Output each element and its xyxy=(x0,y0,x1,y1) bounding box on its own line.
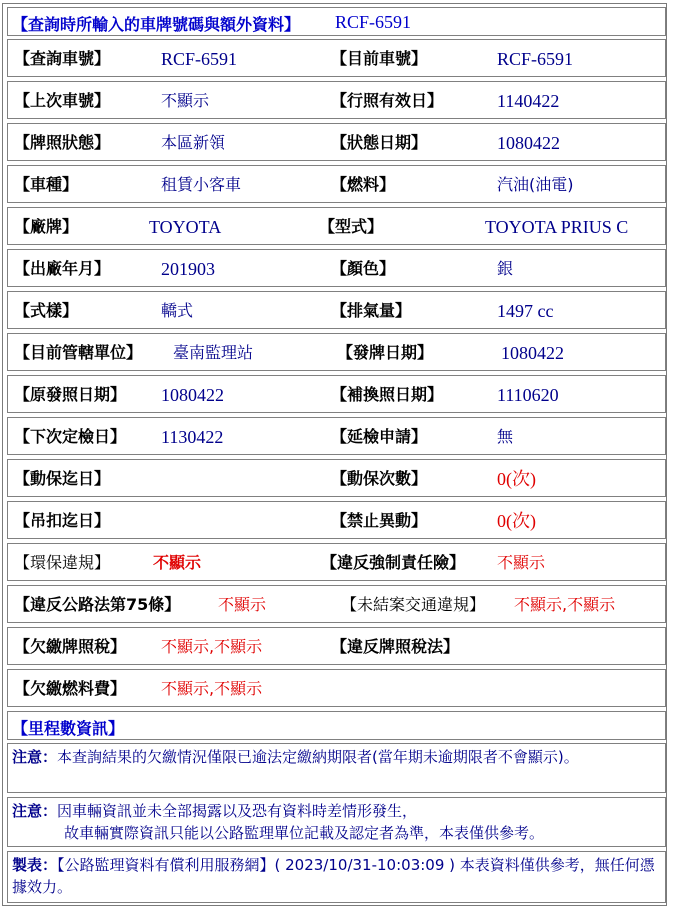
label-replacement-date: 【補換照日期】 xyxy=(331,385,444,404)
value-environmental-violation: 不顯示 xyxy=(153,553,202,572)
query-title: 【查詢時所輸入的車牌號碼與額外資料】 xyxy=(12,15,301,34)
label-open-traffic-violations: 【未結案交通違規】 xyxy=(341,595,486,614)
query-title-row xyxy=(7,7,666,36)
row-plate xyxy=(7,39,666,77)
value-transfer-ban: 0(次) xyxy=(497,511,536,531)
label-brand: 【廠牌】 xyxy=(14,217,79,236)
value-color: 銀 xyxy=(497,259,514,278)
value-inspection-extension: 無 xyxy=(497,427,514,446)
value-unpaid-fuel-fee: 不顯示,不顯示 xyxy=(161,679,263,698)
label-current-plate: 【目前車號】 xyxy=(331,49,428,68)
value-replacement-date: 1110620 xyxy=(497,385,559,405)
label-inspection-extension: 【延檢申請】 xyxy=(331,427,428,446)
value-manufacture-date: 201903 xyxy=(161,259,215,279)
value-previous-plate: 不顯示 xyxy=(161,91,210,110)
note2-line1: 因車輛資訊並未全部揭露以及恐有資料時差情形發生， xyxy=(57,802,418,820)
note1 xyxy=(12,746,661,768)
row-original-license-date xyxy=(7,375,666,413)
label-jurisdiction: 【目前管轄單位】 xyxy=(14,343,143,362)
footer-note xyxy=(12,854,661,898)
value-query-plate: RCF-6591 xyxy=(161,49,238,69)
label-license-valid-date: 【行照有效日】 xyxy=(331,91,444,110)
value-fuel: 汽油(油電) xyxy=(497,175,574,194)
note2-line2: 故車輛實際資訊只能以公路監理單位記載及認定者為準，本表僅供參考。 xyxy=(64,824,545,842)
note2-row xyxy=(7,797,666,847)
row-environmental xyxy=(7,543,666,581)
value-displacement: 1497 cc xyxy=(497,301,554,321)
note1-text: 本查詢結果的欠繳情況僅限已逾法定繳納期限者(當年期未逾期限者不會顯示)。 xyxy=(57,748,579,766)
value-brand: TOYOTA xyxy=(149,217,222,237)
value-status-date: 1080422 xyxy=(497,133,560,153)
label-original-license-date: 【原發照日期】 xyxy=(14,385,127,404)
row-chattel-mortgage xyxy=(7,459,666,497)
row-license-tax xyxy=(7,627,666,665)
value-model: TOYOTA PRIUS C xyxy=(485,217,629,237)
label-chattel-count: 【動保次數】 xyxy=(331,469,428,488)
note1-row xyxy=(7,743,666,793)
footer-row xyxy=(7,851,666,903)
note2 xyxy=(12,800,661,844)
label-status-date: 【狀態日期】 xyxy=(331,133,428,152)
row-vehicle-type xyxy=(7,165,666,203)
label-highway-act-violation: 【違反公路法第75條】 xyxy=(14,595,181,614)
row-brand xyxy=(7,207,666,245)
note1-label: 注意： xyxy=(12,748,58,766)
footer-label: 製表： xyxy=(12,856,58,874)
query-plate: RCF-6591 xyxy=(335,12,412,32)
footer-text: 【公路監理資料有償利用服務網】( 2023/10/31-10:03:09 ) 本表資料僅供參考，無任何憑據效力。 xyxy=(12,856,655,896)
row-fuel-fee xyxy=(7,669,666,707)
value-plate-status: 本區新領 xyxy=(161,133,226,152)
value-insurance-violation: 不顯示 xyxy=(497,553,546,572)
label-next-inspection: 【下次定檢日】 xyxy=(14,427,127,446)
label-environmental-violation: 【環保違規】 xyxy=(14,553,111,572)
label-chattel-end-date: 【動保迄日】 xyxy=(14,469,111,488)
value-highway-act-violation: 不顯示 xyxy=(218,595,267,614)
value-jurisdiction: 臺南監理站 xyxy=(173,343,254,362)
label-suspension-end-date: 【吊扣迄日】 xyxy=(14,511,111,530)
value-license-valid-date: 1140422 xyxy=(497,91,560,111)
label-query-plate: 【查詢車號】 xyxy=(14,49,111,68)
label-fuel: 【燃料】 xyxy=(331,175,396,194)
label-color: 【顏色】 xyxy=(331,259,396,278)
note2-label: 注意： xyxy=(12,802,58,820)
row-highway-act xyxy=(7,585,666,623)
value-body-style: 轎式 xyxy=(161,301,194,320)
value-unpaid-license-tax: 不顯示,不顯示 xyxy=(161,637,263,656)
label-previous-plate: 【上次車號】 xyxy=(14,91,111,110)
label-model: 【型式】 xyxy=(319,217,384,236)
label-unpaid-license-tax: 【欠繳牌照稅】 xyxy=(14,637,127,656)
label-plate-status: 【牌照狀態】 xyxy=(14,133,111,152)
label-transfer-ban: 【禁止異動】 xyxy=(331,511,428,530)
label-displacement: 【排氣量】 xyxy=(331,301,412,320)
row-plate-status xyxy=(7,123,666,161)
label-issue-date: 【發牌日期】 xyxy=(337,343,434,362)
value-open-traffic-violations: 不顯示,不顯示 xyxy=(514,595,616,614)
label-vehicle-type: 【車種】 xyxy=(14,175,79,194)
row-suspension xyxy=(7,501,666,539)
value-original-license-date: 1080422 xyxy=(161,385,224,405)
value-next-inspection: 1130422 xyxy=(161,427,224,447)
label-body-style: 【式樣】 xyxy=(14,301,79,320)
value-current-plate: RCF-6591 xyxy=(497,49,574,69)
label-unpaid-fuel-fee: 【欠繳燃料費】 xyxy=(14,679,127,698)
value-vehicle-type: 租賃小客車 xyxy=(161,175,242,194)
row-manufacture-date xyxy=(7,249,666,287)
value-chattel-count: 0(次) xyxy=(497,469,536,489)
row-next-inspection xyxy=(7,417,666,455)
mileage-row xyxy=(7,711,666,740)
value-issue-date: 1080422 xyxy=(501,343,564,363)
mileage-label: 【里程數資訊】 xyxy=(12,719,125,738)
row-body-style xyxy=(7,291,666,329)
label-license-tax-violation: 【違反牌照稅法】 xyxy=(331,637,460,656)
label-insurance-violation: 【違反強制責任險】 xyxy=(321,553,466,572)
row-previous-plate xyxy=(7,81,666,119)
label-manufacture-date: 【出廠年月】 xyxy=(14,259,111,278)
row-jurisdiction xyxy=(7,333,666,371)
